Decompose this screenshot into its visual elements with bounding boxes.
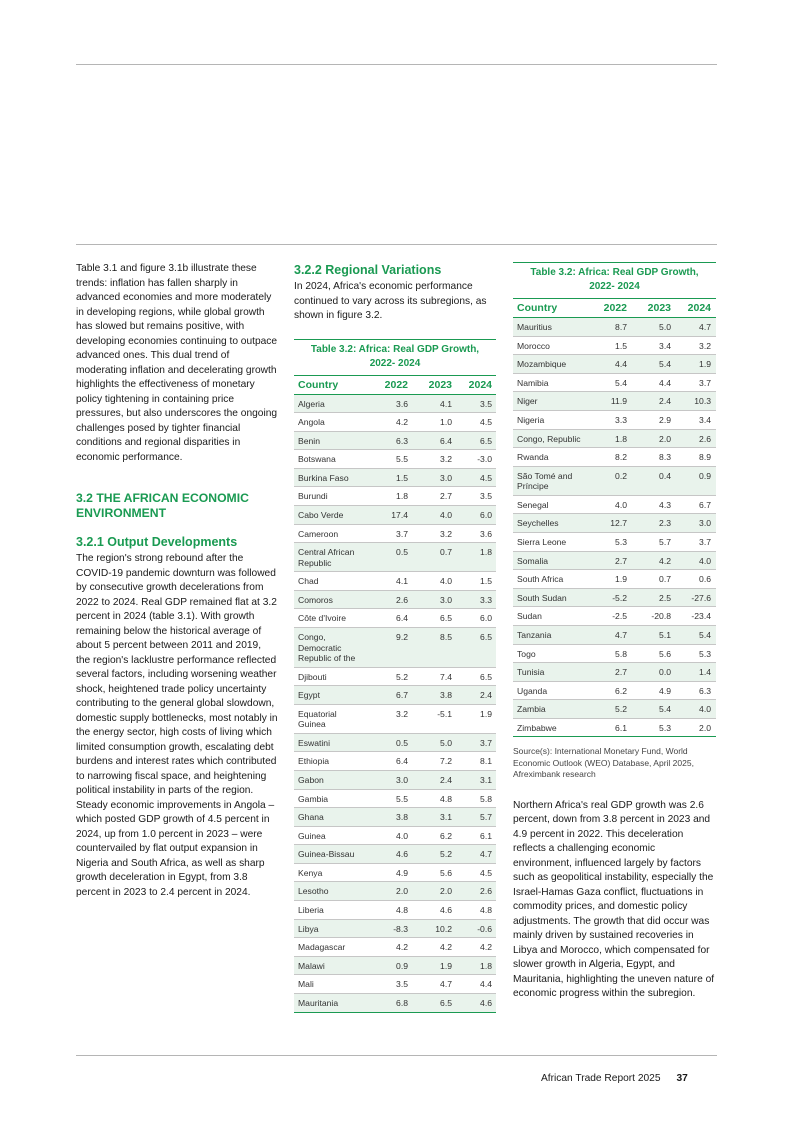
- cell-value-2024: 5.7: [480, 812, 492, 823]
- table-row: [294, 790, 496, 809]
- table-row: [513, 570, 716, 589]
- cell-value-2023: 4.3: [659, 499, 671, 510]
- cell-value-2024: 6.7: [699, 499, 711, 510]
- cell-value-2022: 2.7: [615, 667, 627, 678]
- cell-value-2024: 4.4: [480, 979, 492, 990]
- cell-value-2022: 6.4: [396, 756, 408, 767]
- cell-value-2023: 5.6: [440, 867, 452, 878]
- cell-country: South Africa: [517, 574, 564, 585]
- cell-country: Djibouti: [298, 671, 327, 682]
- cell-value-2024: 3.5: [480, 491, 492, 502]
- cell-value-2024: 4.5: [480, 867, 492, 878]
- cell-value-2022: -2.5: [612, 611, 627, 622]
- cell-value-2024: 3.7: [699, 377, 711, 388]
- cell-value-2023: 1.9: [440, 960, 452, 971]
- cell-value-2023: 5.7: [659, 536, 671, 547]
- cell-value-2023: -20.8: [651, 611, 671, 622]
- cell-value-2024: 4.0: [699, 704, 711, 715]
- table-row: [294, 994, 496, 1013]
- cell-value-2022: 0.5: [396, 737, 408, 748]
- cell-country: Nigeria: [517, 414, 545, 425]
- cell-value-2022: 5.3: [615, 536, 627, 547]
- cell-value-2024: 4.7: [480, 849, 492, 860]
- cell-value-2022: 3.3: [615, 414, 627, 425]
- cell-value-2024: 6.1: [480, 830, 492, 841]
- cell-value-2022: 1.5: [396, 472, 408, 483]
- table-row: [294, 668, 496, 687]
- cell-value-2024: 6.5: [480, 632, 492, 643]
- cell-value-2022: 4.6: [396, 849, 408, 860]
- cell-value-2022: 3.7: [396, 528, 408, 539]
- header-2022: 2022: [603, 302, 627, 314]
- cell-value-2023: 6.2: [440, 830, 452, 841]
- cell-value-2023: 3.8: [440, 690, 452, 701]
- cell-value-2023: 5.6: [659, 648, 671, 659]
- cell-value-2024: 1.4: [699, 667, 711, 678]
- cell-value-2022: 3.8: [396, 812, 408, 823]
- table-title: Table 3.2: Africa: Real GDP Growth, 2022- 2024: [513, 262, 716, 298]
- cell-value-2024: 4.0: [699, 555, 711, 566]
- table-header: [294, 375, 496, 395]
- cell-value-2023: 7.4: [440, 671, 452, 682]
- table-row: [294, 506, 496, 525]
- table-row: [294, 628, 496, 668]
- cell-value-2023: 2.7: [440, 491, 452, 502]
- cell-value-2022: 4.8: [396, 905, 408, 916]
- cell-country: Cabo Verde: [298, 510, 344, 521]
- cell-country: Zimbabwe: [517, 722, 557, 733]
- gdp-table-part2: [513, 262, 716, 737]
- cell-value-2024: 1.9: [480, 708, 492, 719]
- cell-value-2024: 1.8: [480, 547, 492, 558]
- table-row: [513, 430, 716, 449]
- cell-value-2024: 6.3: [699, 685, 711, 696]
- table-title: Table 3.2: Africa: Real GDP Growth, 2022- 2024: [294, 339, 496, 375]
- cell-value-2023: 0.0: [659, 667, 671, 678]
- cell-value-2024: 0.9: [699, 470, 711, 481]
- table-header: [513, 298, 716, 318]
- cell-value-2022: 8.2: [615, 452, 627, 463]
- cell-value-2023: 6.4: [440, 435, 452, 446]
- cell-country: Uganda: [517, 685, 548, 696]
- cell-country: Libya: [298, 923, 319, 934]
- cell-value-2023: 4.0: [440, 510, 452, 521]
- cell-value-2022: -8.3: [393, 923, 408, 934]
- cell-value-2023: 5.2: [440, 849, 452, 860]
- header-2023: 2023: [647, 302, 671, 314]
- table-row: [294, 975, 496, 994]
- cell-country: Sierra Leone: [517, 536, 567, 547]
- cell-value-2022: 5.4: [615, 377, 627, 388]
- cell-value-2023: 5.0: [659, 322, 671, 332]
- cell-value-2024: 1.5: [480, 576, 492, 587]
- table-row: [513, 552, 716, 571]
- table-row: [513, 589, 716, 608]
- cell-value-2023: 7.2: [440, 756, 452, 767]
- cell-value-2022: -5.2: [612, 592, 627, 603]
- cell-country: Guinea-Bissau: [298, 849, 355, 860]
- intro-paragraph: Table 3.1 and figure 3.1b illustrate these trends: inflation has fallen sharply in advanced economies and more moderately in developing regions, while global growth has slowed but remains positive, with developing economies continuing to outpace advanced ones. This dual trend of moderating inflation and decelerating growth highlights the effectiveness of monetary policy tightening in containing price pressures, but also underscores the ongoing challenges posed by tighter financial conditions and regional disparities in economic performance.: [76, 263, 278, 463]
- cell-value-2022: 0.5: [396, 547, 408, 558]
- header-country: Country: [517, 302, 558, 314]
- cell-value-2024: 3.4: [699, 414, 711, 425]
- cell-value-2024: 8.9: [699, 452, 711, 463]
- cell-value-2022: 1.5: [615, 340, 627, 351]
- table-row: [513, 645, 716, 664]
- cell-value-2024: 0.6: [699, 574, 711, 585]
- cell-value-2024: 4.2: [480, 942, 492, 953]
- cell-value-2024: 10.3: [694, 396, 711, 407]
- cell-value-2024: 6.5: [480, 671, 492, 682]
- table-row: [294, 432, 496, 451]
- cell-value-2023: 3.4: [659, 340, 671, 351]
- cell-value-2022: 4.7: [615, 629, 627, 640]
- cell-value-2022: 4.0: [396, 830, 408, 841]
- cell-country: Liberia: [298, 905, 324, 916]
- cell-value-2023: 3.2: [440, 454, 452, 465]
- cell-value-2023: 5.0: [440, 737, 452, 748]
- cell-country: Tanzania: [517, 629, 552, 640]
- cell-value-2023: 5.1: [659, 629, 671, 640]
- cell-value-2024: 2.6: [480, 886, 492, 897]
- table-row: [294, 920, 496, 939]
- cell-value-2023: 2.4: [440, 774, 452, 785]
- cell-value-2024: 5.4: [699, 629, 711, 640]
- cell-country: Angola: [298, 417, 325, 428]
- column-left: [76, 262, 278, 900]
- cell-value-2024: 3.5: [480, 398, 492, 409]
- cell-value-2023: 0.7: [440, 547, 452, 558]
- cell-value-2022: 4.2: [396, 942, 408, 953]
- cell-value-2022: 2.0: [396, 886, 408, 897]
- cell-value-2023: 4.6: [440, 905, 452, 916]
- cell-value-2022: 2.6: [396, 594, 408, 605]
- cell-country: Côte d'Ivoire: [298, 613, 346, 624]
- cell-country: Ghana: [298, 812, 324, 823]
- cell-value-2023: -5.1: [437, 708, 452, 719]
- table-row: [294, 395, 496, 414]
- cell-value-2022: 6.3: [396, 435, 408, 446]
- cell-value-2024: 1.8: [480, 960, 492, 971]
- cell-value-2023: 2.0: [659, 433, 671, 444]
- cell-country: South Sudan: [517, 592, 567, 603]
- cell-value-2024: 6.0: [480, 613, 492, 624]
- cell-country: Botswana: [298, 454, 336, 465]
- cell-value-2022: 4.1: [396, 576, 408, 587]
- cell-country: Burkina Faso: [298, 472, 349, 483]
- table-row: [294, 845, 496, 864]
- table-row: [294, 734, 496, 753]
- table-row: [294, 591, 496, 610]
- cell-value-2024: -23.4: [691, 611, 711, 622]
- cell-value-2022: 1.8: [615, 433, 627, 444]
- output-paragraph: The region's strong rebound after the COVID-19 pandemic downturn was followed by consecutive growth decelerations from 2022 to 2024. Real GDP remained flat at 3.2 percent in 2024 (table 3.1). With growth remaining below the historical average of about 5 percent between 2011 and 2019, the region's lacklustre performance reflected several factors, including worsening weather shock, heightened trade policy uncertainty contributing to the general global slowdown, domestic supply bottlenecks, most notably in the energy sector, high costs of living which limited consumption growth, escalating debt burdens and interest rates which contributed to narrowing fiscal space, and heightening political instability in parts of the region. Steady economic improvements in Angola – which posted GDP growth of 4.5 percent in 2024, up from 1.0 percent in 2023 – were countervailed by flat output expansion in Nigeria and South Africa, as well as sharp growth deceleration in Egypt, from 3.8 percent in 2023 to 2.4 percent in 2024.: [76, 553, 278, 898]
- cell-value-2023: 4.9: [659, 685, 671, 696]
- header-2024: 2024: [468, 378, 492, 391]
- cell-value-2024: 3.6: [480, 528, 492, 539]
- cell-country: Chad: [298, 576, 319, 587]
- cell-value-2022: 6.2: [615, 685, 627, 696]
- cell-value-2024: -0.6: [477, 923, 492, 934]
- table-row: [294, 543, 496, 572]
- table-row: [513, 514, 716, 533]
- cell-value-2024: 4.8: [480, 905, 492, 916]
- cell-country: Algeria: [298, 398, 325, 409]
- table-row: [513, 355, 716, 374]
- cell-country: Guinea: [298, 830, 326, 841]
- cell-value-2022: 0.9: [396, 960, 408, 971]
- table-row: [513, 318, 716, 337]
- column-right: [513, 262, 716, 1002]
- cell-value-2024: 4.5: [480, 417, 492, 428]
- cell-value-2024: 6.0: [480, 510, 492, 521]
- section-heading: 3.2 THE AFRICAN ECONOMIC ENVIRONMENT: [76, 491, 249, 520]
- footer-rule: [76, 1055, 717, 1056]
- table-row: [294, 572, 496, 591]
- header-2022: 2022: [384, 378, 408, 391]
- table-row: [513, 607, 716, 626]
- cell-country: São Tomé and Príncipe: [517, 470, 573, 492]
- cell-value-2023: 3.0: [440, 594, 452, 605]
- cell-value-2023: 1.0: [440, 417, 452, 428]
- cell-value-2023: 4.8: [440, 793, 452, 804]
- table-row: [294, 957, 496, 976]
- table-row: [294, 771, 496, 790]
- cell-value-2022: 3.5: [396, 979, 408, 990]
- cell-value-2022: 17.4: [391, 510, 408, 521]
- cell-value-2023: 4.0: [440, 576, 452, 587]
- gdp-table-part1: [294, 339, 496, 1013]
- subsection-heading-output: 3.2.1 Output Developments: [76, 535, 238, 549]
- table-row: [294, 450, 496, 469]
- cell-country: Kenya: [298, 867, 323, 878]
- table-row: [294, 525, 496, 544]
- cell-value-2024: 2.4: [480, 690, 492, 701]
- cell-value-2023: 0.4: [659, 470, 671, 481]
- source-note: Source(s): International Monetary Fund, World Economic Outlook (WEO) Database, April 2025, Afreximbank research: [513, 746, 694, 780]
- cell-value-2022: 5.5: [396, 454, 408, 465]
- column-middle: [294, 262, 496, 1013]
- cell-country: Rwanda: [517, 452, 549, 463]
- table-row: [513, 467, 716, 496]
- cell-country: Namibia: [517, 377, 549, 388]
- top-rule: [76, 64, 717, 65]
- cell-value-2022: 6.4: [396, 613, 408, 624]
- table-row: [513, 392, 716, 411]
- cell-value-2022: 3.6: [396, 398, 408, 409]
- cell-value-2023: 4.2: [440, 942, 452, 953]
- cell-country: Cameroon: [298, 528, 339, 539]
- cell-country: Tunisia: [517, 667, 545, 678]
- cell-country: Burundi: [298, 491, 328, 502]
- cell-country: Benin: [298, 435, 320, 446]
- cell-country: Egypt: [298, 690, 320, 701]
- cell-country: Eswatini: [298, 737, 330, 748]
- table-row: [513, 496, 716, 515]
- cell-country: Togo: [517, 648, 536, 659]
- report-title: African Trade Report 2025: [541, 1073, 661, 1084]
- header-2023: 2023: [428, 378, 452, 391]
- cell-value-2023: 2.9: [659, 414, 671, 425]
- cell-country: Central African Republic: [298, 547, 355, 568]
- cell-value-2024: 5.3: [699, 648, 711, 659]
- cell-value-2022: 8.7: [615, 322, 627, 332]
- table-row: [513, 337, 716, 356]
- cell-value-2023: 4.1: [440, 398, 452, 409]
- table-row: [513, 411, 716, 430]
- cell-country: Comoros: [298, 594, 333, 605]
- cell-value-2023: 5.4: [659, 359, 671, 370]
- header-2024: 2024: [687, 302, 711, 314]
- table-row: [294, 808, 496, 827]
- cell-value-2022: 9.2: [396, 632, 408, 643]
- cell-value-2023: 2.4: [659, 396, 671, 407]
- cell-country: Gabon: [298, 774, 324, 785]
- cell-value-2023: 4.2: [659, 555, 671, 566]
- cell-country: Mali: [298, 979, 314, 990]
- cell-value-2023: 10.2: [435, 923, 452, 934]
- cell-value-2024: 6.5: [480, 435, 492, 446]
- cell-country: Lesotho: [298, 886, 329, 897]
- cell-value-2022: 5.5: [396, 793, 408, 804]
- cell-value-2022: 3.2: [396, 708, 408, 719]
- table-body: [513, 318, 716, 737]
- table-row: [513, 448, 716, 467]
- page-number: 37: [676, 1073, 688, 1084]
- cell-value-2023: 4.7: [440, 979, 452, 990]
- table-row: [294, 938, 496, 957]
- cell-country: Congo, Republic: [517, 433, 581, 444]
- cell-value-2023: 2.3: [659, 518, 671, 529]
- cell-value-2022: 4.4: [615, 359, 627, 370]
- cell-value-2022: 4.2: [396, 417, 408, 428]
- cell-value-2023: 3.2: [440, 528, 452, 539]
- cell-country: Mozambique: [517, 359, 567, 370]
- cell-value-2022: 1.8: [396, 491, 408, 502]
- table-row: [294, 609, 496, 628]
- cell-country: Equatorial Guinea: [298, 708, 337, 730]
- table-row: [294, 882, 496, 901]
- cell-value-2022: 4.0: [615, 499, 627, 510]
- cell-value-2022: 0.2: [615, 470, 627, 481]
- cell-country: Somalia: [517, 555, 549, 566]
- cell-value-2024: 4.7: [699, 322, 711, 332]
- cell-value-2023: 5.3: [659, 722, 671, 733]
- cell-value-2023: 2.0: [440, 886, 452, 897]
- page-footer: [541, 1073, 688, 1084]
- cell-country: Congo, Democratic Republic of the: [298, 632, 356, 664]
- cell-country: Senegal: [517, 499, 549, 510]
- cell-value-2024: 3.3: [480, 594, 492, 605]
- table-body: [294, 395, 496, 1013]
- table-row: [513, 700, 716, 719]
- cell-value-2024: 5.8: [480, 793, 492, 804]
- subsection-heading-regional: 3.2.2 Regional Variations: [294, 263, 442, 277]
- cell-value-2024: 3.7: [699, 536, 711, 547]
- cell-value-2022: 3.0: [396, 774, 408, 785]
- table-row: [513, 682, 716, 701]
- cell-value-2023: 4.4: [659, 377, 671, 388]
- cell-value-2024: 3.0: [699, 518, 711, 529]
- cell-country: Mauritius: [517, 322, 552, 332]
- cell-value-2022: 5.2: [396, 671, 408, 682]
- cell-value-2023: 3.1: [440, 812, 452, 823]
- cell-value-2022: 2.7: [615, 555, 627, 566]
- cell-country: Niger: [517, 396, 538, 407]
- cell-value-2022: 6.8: [396, 998, 408, 1009]
- table-row: [294, 705, 496, 734]
- cell-value-2022: 6.7: [396, 690, 408, 701]
- table-row: [294, 469, 496, 488]
- cell-country: Seychelles: [517, 518, 559, 529]
- table-row: [513, 374, 716, 393]
- cell-value-2024: 4.6: [480, 998, 492, 1009]
- cell-value-2022: 6.1: [615, 722, 627, 733]
- cell-country: Sudan: [517, 611, 542, 622]
- northern-africa-paragraph: Northern Africa's real GDP growth was 2.6 percent, down from 3.8 percent in 2023 and 4.9 percent in 2022. This deceleration reflects a challenging economic environment, influenced largely by factors such as geopolitical instability, especially the Israel-Hamas Gaza conflict, fluctuations in commodity prices, and domestic policy adjustments. The growth that did occur was mainly driven by sustained recoveries in Libya and Morocco, which compensated for slower growth in Algeria, Egypt, and Mauritania, highlighting the uneven nature of economic progress within the subregion.: [513, 799, 715, 1000]
- table-row: [294, 827, 496, 846]
- cell-country: Malawi: [298, 960, 325, 971]
- cell-value-2024: 3.2: [699, 340, 711, 351]
- cell-value-2024: -3.0: [477, 454, 492, 465]
- cell-value-2022: 5.8: [615, 648, 627, 659]
- cell-value-2024: 3.7: [480, 737, 492, 748]
- cell-value-2022: 5.2: [615, 704, 627, 715]
- cell-value-2024: 2.0: [699, 722, 711, 733]
- table-row: [513, 719, 716, 738]
- cell-country: Madagascar: [298, 942, 346, 953]
- cell-country: Ethiopia: [298, 756, 330, 767]
- table-row: [294, 901, 496, 920]
- regional-paragraph: In 2024, Africa's economic performance continued to vary across its subregions, as shown in figure 3.2.: [294, 281, 487, 321]
- upper-rule: [76, 244, 717, 245]
- cell-value-2023: 8.3: [659, 452, 671, 463]
- cell-value-2022: 12.7: [610, 518, 627, 529]
- cell-value-2024: 3.1: [480, 774, 492, 785]
- cell-value-2023: 0.7: [659, 574, 671, 585]
- table-row: [294, 686, 496, 705]
- cell-country: Mauritania: [298, 998, 339, 1009]
- table-row: [294, 413, 496, 432]
- cell-value-2023: 5.4: [659, 704, 671, 715]
- table-row: [513, 533, 716, 552]
- cell-value-2024: 8.1: [480, 756, 492, 767]
- cell-value-2022: 4.9: [396, 867, 408, 878]
- cell-value-2023: 8.5: [440, 632, 452, 643]
- cell-country: Zambia: [517, 704, 546, 715]
- cell-value-2023: 2.5: [659, 592, 671, 603]
- cell-value-2023: 3.0: [440, 472, 452, 483]
- table-row: [513, 626, 716, 645]
- cell-country: Gambia: [298, 793, 329, 804]
- header-country: Country: [298, 378, 339, 391]
- cell-country: Morocco: [517, 340, 550, 351]
- cell-value-2024: 4.5: [480, 472, 492, 483]
- cell-value-2022: 1.9: [615, 574, 627, 585]
- table-row: [513, 663, 716, 682]
- cell-value-2024: -27.6: [691, 592, 711, 603]
- table-row: [294, 487, 496, 506]
- cell-value-2023: 6.5: [440, 998, 452, 1009]
- cell-value-2024: 2.6: [699, 433, 711, 444]
- cell-value-2023: 6.5: [440, 613, 452, 624]
- cell-value-2022: 11.9: [610, 396, 627, 407]
- table-row: [294, 864, 496, 883]
- table-row: [294, 752, 496, 771]
- cell-value-2024: 1.9: [699, 359, 711, 370]
